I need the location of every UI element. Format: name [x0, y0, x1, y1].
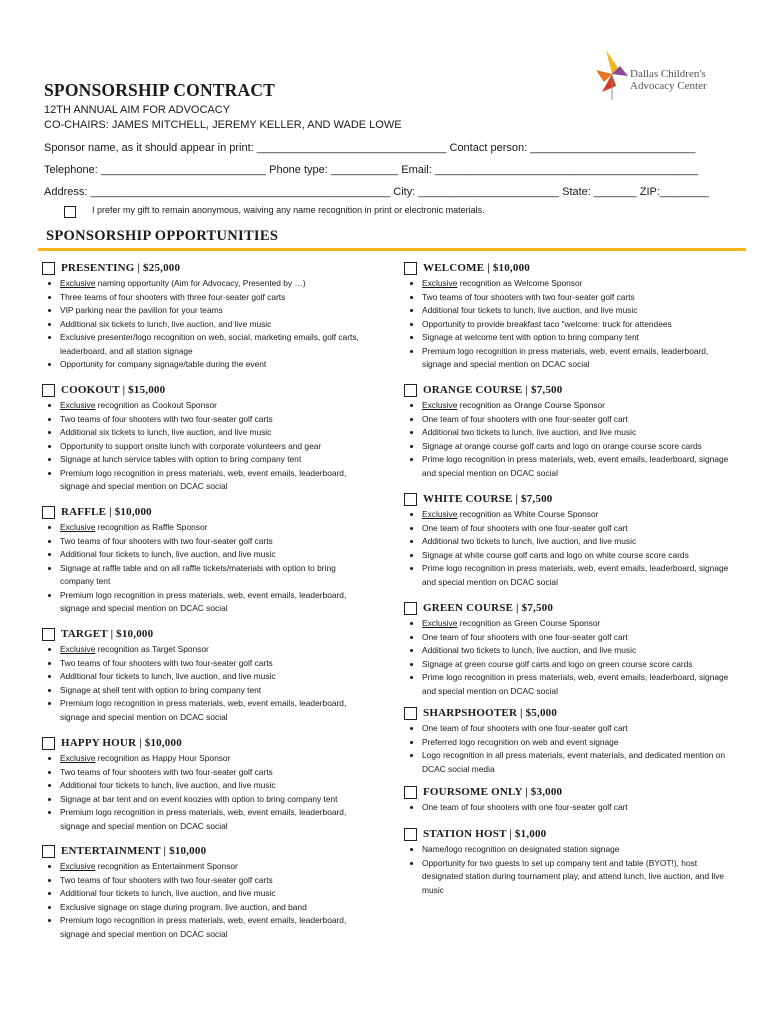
- benefit-list: [404, 843, 734, 897]
- sponsorship-heading: [42, 383, 362, 397]
- sponsorship-section: [42, 505, 362, 616]
- benefit-item: [422, 801, 734, 815]
- benefit-item: [60, 304, 362, 318]
- benefit-list: [42, 860, 362, 941]
- sponsorship-heading: [404, 706, 734, 720]
- sponsorship-checkbox[interactable]: [42, 506, 55, 519]
- benefit-item: [60, 697, 362, 724]
- benefit-text: One team of four shooters with one four-seater golf cart: [422, 723, 628, 733]
- sponsorship-heading: [42, 505, 362, 519]
- benefit-item: [60, 643, 362, 657]
- benefit-list: [42, 643, 362, 724]
- benefit-item: [422, 318, 734, 332]
- benefit-emphasis: Exclusive: [60, 644, 96, 654]
- benefit-item: [60, 562, 362, 589]
- benefit-text: Exclusive presenter/logo recognition on web, social, marketing emails, golf carts, leaderboard, and all station signage: [60, 332, 359, 356]
- sponsorship-title: WHITE COURSE | $7,500: [423, 493, 553, 505]
- sponsorship-section: [404, 492, 734, 589]
- benefit-emphasis: Exclusive: [60, 861, 96, 871]
- event-name: 12TH ANNUAL AIM FOR ADVOCACY: [44, 104, 231, 116]
- benefit-text: Additional four tickets to lunch, live auction, and live music: [60, 888, 276, 898]
- benefit-text: Preferred logo recognition on web and event signage: [422, 736, 619, 747]
- benefit-item: [422, 658, 734, 672]
- benefit-emphasis: Exclusive: [422, 278, 458, 288]
- sponsorship-checkbox[interactable]: [42, 737, 55, 750]
- benefit-text: Opportunity for company signage/table during the event: [60, 359, 267, 369]
- benefit-text: Premium logo recognition in press materials, web, event emails, leaderboard, signage and special mention on DCAC social: [60, 915, 347, 939]
- sponsorship-checkbox[interactable]: [404, 786, 417, 799]
- benefit-item: [60, 291, 362, 305]
- benefit-text: Premium logo recognition in press materials, web, event emails, leaderboard, signage and special mention on DCAC social: [60, 467, 347, 491]
- benefit-item: [422, 843, 734, 857]
- benefit-item: [60, 440, 362, 454]
- benefit-text: Logo recognition in all press materials, event materials, and dedicated mention on DCAC social media: [422, 750, 726, 774]
- benefit-item: [422, 736, 734, 750]
- benefit-text: naming opportunity (Aim for Advocacy, Presented by …): [95, 278, 306, 288]
- sponsorship-title: HAPPY HOUR | $10,000: [61, 737, 182, 749]
- benefit-item: [422, 562, 734, 589]
- benefit-item: [422, 522, 734, 536]
- benefit-item: [60, 521, 362, 535]
- benefit-item: [60, 413, 362, 427]
- benefit-text: Additional two tickets to lunch, live auction, and live music: [422, 536, 637, 546]
- benefit-text: Signage at welcome tent with option to bring company tent: [422, 332, 639, 342]
- benefit-list: [404, 617, 734, 698]
- benefit-item: [422, 671, 734, 698]
- benefit-text: Opportunity to provide breakfast taco "welcome: truck for attendees: [422, 318, 672, 329]
- benefit-item: [60, 318, 362, 332]
- benefit-item: [60, 453, 362, 467]
- benefit-text: Premium logo recognition in press materials, web, event emails, leaderboard, signage and special mention on DCAC social: [60, 807, 347, 831]
- benefit-text: Name/logo recognition on designated station signage: [422, 844, 620, 854]
- benefit-item: [60, 399, 362, 413]
- benefit-text: recognition as Target Sponsor: [95, 644, 209, 654]
- sponsorship-heading: [404, 601, 734, 615]
- sponsorship-section: [42, 627, 362, 724]
- logo-line-2: Advocacy Center: [630, 80, 707, 92]
- benefit-text: Two teams of four shooters with two four-seater golf carts: [60, 874, 273, 885]
- benefit-item: [422, 413, 734, 427]
- benefit-item: [60, 331, 362, 358]
- benefit-text: Premium logo recognition in press materials, web, event emails, leaderboard, signage and special mention on DCAC social: [60, 698, 347, 722]
- anonymous-label: I prefer my gift to remain anonymous, waiving any name recognition in print or electronic materials.: [92, 205, 485, 215]
- benefit-item: [422, 440, 734, 454]
- benefit-item: [422, 631, 734, 645]
- sponsorship-checkbox[interactable]: [404, 707, 417, 720]
- sponsorship-title: FOURSOME ONLY | $3,000: [423, 786, 563, 798]
- benefit-text: Signage at raffle table and on all raffle tickets/materials with option to bring company tent: [60, 562, 336, 586]
- benefit-item: [422, 857, 734, 898]
- benefit-item: [60, 684, 362, 698]
- benefit-text: Prime logo recognition in press materials, web, event emails, leaderboard, signage and special mention on DCAC social: [422, 454, 729, 478]
- benefit-item: [422, 291, 734, 305]
- sponsorship-checkbox[interactable]: [42, 845, 55, 858]
- benefit-emphasis: Exclusive: [60, 278, 96, 288]
- benefit-text: Additional four tickets to lunch, live auction, and live music: [60, 671, 276, 681]
- co-chairs: CO-CHAIRS: JAMES MITCHELL, JEREMY KELLER, AND WADE LOWE: [44, 119, 402, 131]
- benefit-text: Additional four tickets to lunch, live auction, and live music: [422, 305, 638, 315]
- heading-divider: [38, 248, 746, 251]
- sponsorship-checkbox[interactable]: [404, 262, 417, 275]
- sponsorship-title: RAFFLE | $10,000: [61, 506, 152, 518]
- benefit-text: Exclusive signage on stage during program, live auction, and band: [60, 901, 307, 912]
- benefit-text: Signage at orange course golf carts and logo on orange course score cards: [422, 440, 702, 451]
- benefit-item: [60, 358, 362, 372]
- address-field[interactable]: Address: _________________________________________________ City: _______________________ State: _______ ZIP:________: [44, 186, 709, 198]
- sponsorship-title: WELCOME | $10,000: [423, 262, 530, 274]
- sponsorship-heading: [42, 736, 362, 750]
- benefit-item: [60, 670, 362, 684]
- benefit-text: Two teams of four shooters with two four-seater golf carts: [60, 657, 273, 668]
- benefit-text: Two teams of four shooters with two four-seater golf carts: [422, 291, 635, 302]
- sponsorship-checkbox[interactable]: [404, 602, 417, 615]
- benefit-list: [42, 399, 362, 494]
- benefit-text: Prime logo recognition in press materials, web, event emails, leaderboard, signage and special mention on DCAC social: [422, 563, 729, 587]
- benefit-item: [422, 749, 734, 776]
- benefit-list: [404, 722, 734, 776]
- anonymous-checkbox[interactable]: [64, 206, 76, 218]
- benefit-emphasis: Exclusive: [422, 400, 458, 410]
- benefit-item: [422, 722, 734, 736]
- sponsorship-checkbox[interactable]: [404, 384, 417, 397]
- benefit-text: Additional six tickets to lunch, live auction, and live music: [60, 318, 272, 329]
- benefit-text: Premium logo recognition in press materials, web, event emails, leaderboard, signage and special mention on DCAC social: [422, 345, 709, 369]
- benefit-text: One team of four shooters with one four-seater golf cart: [422, 413, 628, 424]
- benefit-text: Additional four tickets to lunch, live auction, and live music: [60, 780, 276, 790]
- benefit-list: [42, 521, 362, 616]
- sponsorship-checkbox[interactable]: [42, 262, 55, 275]
- sponsorship-heading: [42, 627, 362, 641]
- benefit-text: Opportunity to support onsite lunch with corporate volunteers and gear: [60, 440, 322, 451]
- benefit-text: recognition as Orange Course Sponsor: [457, 400, 605, 410]
- sponsorship-checkbox[interactable]: [404, 828, 417, 841]
- benefit-text: Opportunity for two guests to set up company tent and table (BYOT!), host designated station during tournament play, and attend lunch, live auction, and live music: [422, 857, 725, 895]
- benefit-text: Signage at green course golf carts and logo on green course score cards: [422, 658, 693, 669]
- sponsorship-title: COOKOUT | $15,000: [61, 384, 166, 396]
- sponsorship-section: [42, 844, 362, 941]
- benefit-text: Two teams of four shooters with two four-seater golf carts: [60, 535, 273, 546]
- benefit-text: One team of four shooters with one four-seater golf cart: [422, 802, 628, 812]
- benefit-list: [404, 399, 734, 480]
- benefit-text: recognition as Cookout Sponsor: [95, 400, 217, 410]
- benefit-text: recognition as Welcome Sponsor: [457, 278, 583, 288]
- benefit-item: [60, 657, 362, 671]
- benefit-list: [42, 752, 362, 833]
- sponsor-name-field[interactable]: Sponsor name, as it should appear in print: _______________________________ Contact person: ___________________________: [44, 142, 696, 154]
- benefit-item: [60, 860, 362, 874]
- benefit-item: [60, 874, 362, 888]
- benefit-text: Prime logo recognition in press materials, web, event emails, leaderboard, signage and special mention on DCAC social: [422, 672, 729, 696]
- benefit-item: [422, 617, 734, 631]
- benefit-item: [60, 467, 362, 494]
- benefit-list: [404, 277, 734, 372]
- benefit-text: Signage at lunch service tables with option to bring company tent: [60, 454, 302, 464]
- benefit-item: [60, 535, 362, 549]
- benefit-text: recognition as Raffle Sponsor: [95, 522, 208, 532]
- sponsorship-title: PRESENTING | $25,000: [61, 262, 181, 274]
- dcac-logo: [594, 46, 734, 102]
- benefit-item: [60, 779, 362, 793]
- sponsorship-heading: [42, 844, 362, 858]
- telephone-field[interactable]: Telephone: ___________________________ Phone type: ___________ Email: ___________________________________________: [44, 164, 698, 176]
- sponsorship-section: [404, 706, 734, 776]
- sponsorship-heading: [404, 261, 734, 275]
- benefit-item: [422, 304, 734, 318]
- benefit-item: [422, 426, 734, 440]
- benefit-text: Additional six tickets to lunch, live auction, and live music: [60, 427, 272, 437]
- benefit-text: Premium logo recognition in press materials, web, event emails, leaderboard, signage and special mention on DCAC social: [60, 589, 347, 613]
- sponsorship-checkbox[interactable]: [404, 493, 417, 506]
- benefit-item: [60, 887, 362, 901]
- benefit-text: Additional four tickets to lunch, live auction, and live music: [60, 549, 276, 559]
- logo-line-1: Dallas Children's: [630, 68, 706, 80]
- sponsorship-title: ENTERTAINMENT | $10,000: [61, 845, 207, 857]
- benefit-text: Additional two tickets to lunch, live auction, and live music: [422, 645, 637, 655]
- sponsorship-heading: [404, 827, 734, 841]
- benefit-item: [60, 752, 362, 766]
- benefit-text: Signage at bar tent and on event koozies with option to bring company tent: [60, 793, 338, 804]
- sponsorship-section: [42, 383, 362, 494]
- benefit-list: [404, 508, 734, 589]
- benefit-item: [60, 589, 362, 616]
- benefit-text: Signage at white course golf carts and logo on white course score cards: [422, 549, 689, 560]
- sponsorship-heading: [404, 383, 734, 397]
- benefit-list: [42, 277, 362, 372]
- opportunities-heading: SPONSORSHIP OPPORTUNITIES: [46, 228, 279, 244]
- benefit-emphasis: Exclusive: [60, 753, 96, 763]
- sponsorship-title: GREEN COURSE | $7,500: [423, 602, 554, 614]
- benefit-text: One team of four shooters with one four-seater golf cart: [422, 522, 628, 533]
- sponsorship-title: SHARPSHOOTER | $5,000: [423, 707, 558, 719]
- benefit-item: [422, 331, 734, 345]
- benefit-item: [422, 549, 734, 563]
- benefit-text: Two teams of four shooters with two four-seater golf carts: [60, 413, 273, 424]
- benefit-item: [60, 277, 362, 291]
- benefit-text: recognition as Happy Hour Sponsor: [95, 753, 231, 763]
- benefit-item: [422, 644, 734, 658]
- sponsorship-heading: [42, 261, 362, 275]
- benefit-emphasis: Exclusive: [422, 509, 458, 519]
- benefit-item: [60, 793, 362, 807]
- benefit-list: [404, 801, 734, 815]
- benefit-emphasis: Exclusive: [422, 618, 458, 628]
- benefit-item: [60, 766, 362, 780]
- sponsorship-title: TARGET | $10,000: [61, 628, 154, 640]
- sponsorship-title: STATION HOST | $1,000: [423, 828, 547, 840]
- benefit-text: Additional two tickets to lunch, live auction, and live music: [422, 427, 637, 437]
- sponsorship-heading: [404, 492, 734, 506]
- benefit-item: [60, 806, 362, 833]
- benefit-item: [60, 914, 362, 941]
- benefit-emphasis: Exclusive: [60, 522, 96, 532]
- benefit-item: [422, 535, 734, 549]
- benefit-item: [422, 345, 734, 372]
- benefit-item: [60, 548, 362, 562]
- sponsorship-section: [404, 785, 734, 815]
- sponsorship-title: ORANGE COURSE | $7,500: [423, 384, 563, 396]
- contract-title: SPONSORSHIP CONTRACT: [44, 80, 276, 100]
- sponsorship-heading: [404, 785, 734, 799]
- benefit-item: [60, 426, 362, 440]
- sponsorship-section: [404, 827, 734, 897]
- sponsorship-section: [404, 383, 734, 480]
- benefit-item: [422, 399, 734, 413]
- benefit-item: [422, 508, 734, 522]
- benefit-item: [422, 453, 734, 480]
- benefit-text: Two teams of four shooters with two four-seater golf carts: [60, 766, 273, 777]
- pinwheel-icon: [594, 46, 634, 102]
- benefit-emphasis: Exclusive: [60, 400, 96, 410]
- benefit-text: VIP parking near the pavilion for your teams: [60, 305, 223, 315]
- sponsorship-checkbox[interactable]: [42, 628, 55, 641]
- benefit-text: recognition as Green Course Sponsor: [457, 618, 601, 628]
- sponsorship-checkbox[interactable]: [42, 384, 55, 397]
- sponsorship-section: [42, 261, 362, 372]
- benefit-item: [422, 277, 734, 291]
- benefit-text: Signage at shell tent with option to bring company tent: [60, 684, 262, 695]
- benefit-text: recognition as Entertainment Sponsor: [95, 861, 238, 871]
- benefit-text: Three teams of four shooters with three four-seater golf carts: [60, 291, 286, 302]
- benefit-item: [60, 901, 362, 915]
- sponsorship-section: [404, 261, 734, 372]
- sponsorship-section: [404, 601, 734, 698]
- benefit-text: recognition as White Course Sponsor: [457, 509, 599, 519]
- sponsorship-section: [42, 736, 362, 833]
- benefit-text: One team of four shooters with one four-seater golf cart: [422, 631, 628, 642]
